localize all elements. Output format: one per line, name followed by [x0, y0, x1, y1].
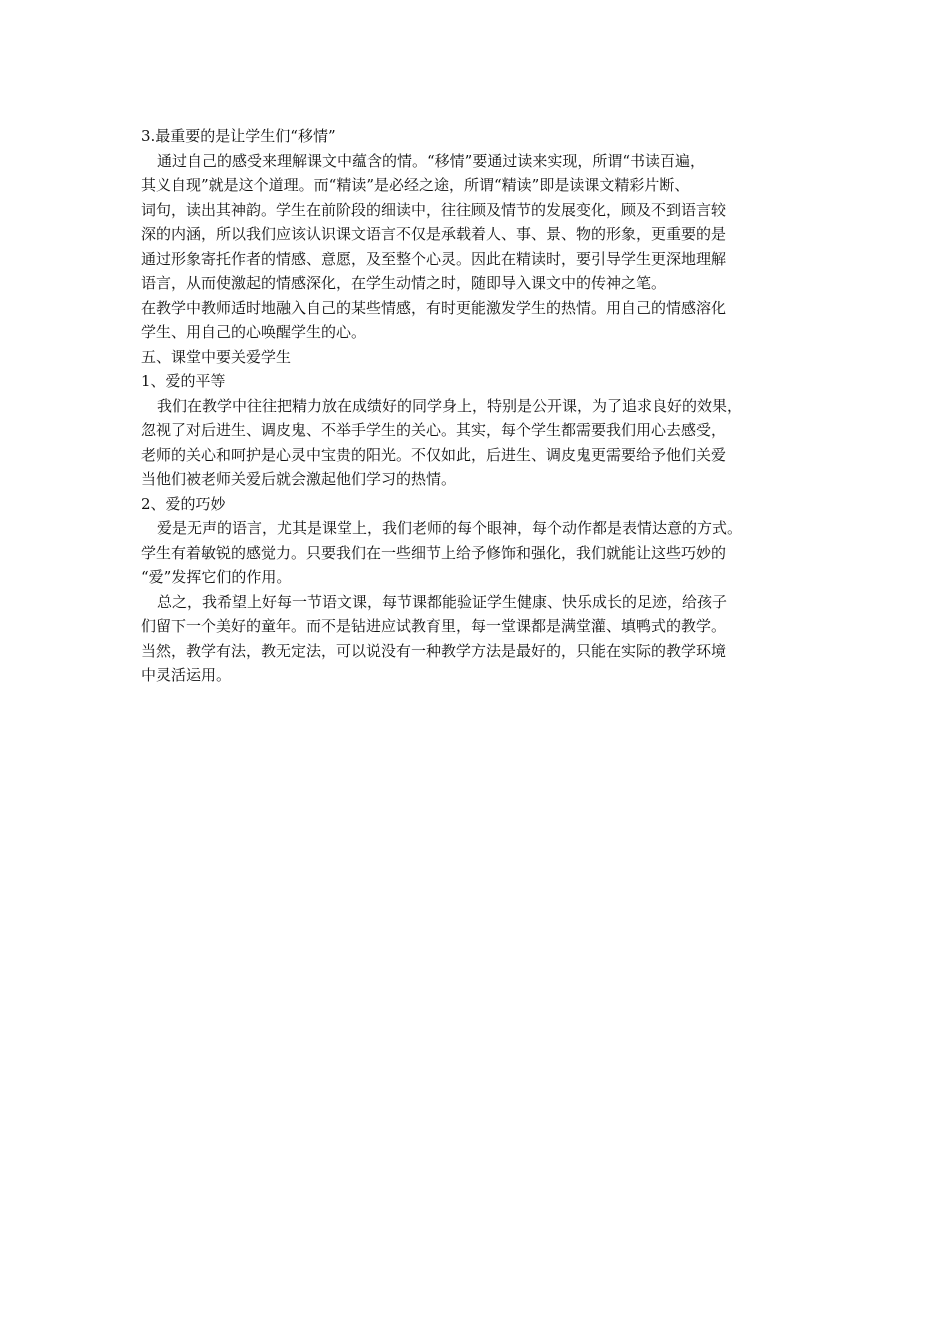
text-line: 词句，读出其神韵。学生在前阶段的细读中，往往顾及情节的发展变化，顾及不到语言较 [141, 200, 727, 219]
text-line: 当然，教学有法，教无定法，可以说没有一种教学方法是最好的，只能在实际的教学环境 [141, 641, 727, 660]
text-line: 学生有着敏锐的感觉力。只要我们在一些细节上给予修饰和强化，我们就能让这些巧妙的 [141, 543, 727, 562]
text-line: 通过自己的感受来理解课文中蕴含的情。“移情”要通过读来实现，所谓“书读百遍， [157, 151, 706, 170]
text-line: 中灵活运用。 [141, 666, 232, 684]
text-line: 当他们被老师关爱后就会激起他们学习的热情。 [141, 470, 457, 488]
text-line: 语言，从而使激起的情感深化，在学生动情之时，随即导入课文中的传神之笔。 [141, 274, 667, 292]
text-line: “爱”发挥它们的作用。 [141, 568, 292, 586]
text-line: 其义自现”就是这个道理。而“精读”是必经之途，所谓“精读”即是读课文精彩片断、 [141, 176, 690, 194]
text-line: 们留下一个美好的童年。而不是钻进应试教育里，每一堂课都是满堂灌、填鸭式的教学。 [141, 617, 727, 635]
document-body [141, 124, 841, 688]
text-line: 学生、用自己的心唤醒学生的心。 [141, 323, 367, 341]
text-line: 忽视了对后进生、调皮鬼、不举手学生的关心。其实，每个学生都需要我们用心去感受， [141, 421, 727, 439]
text-line: 深的内涵，所以我们应该认识课文语言不仅是承载着人、事、景、物的形象，更重要的是 [141, 225, 727, 243]
text-line: 3.最重要的是让学生们“移情” [141, 127, 336, 145]
text-line: 通过形象寄托作者的情感、意愿，及至整个心灵。因此在精读时，要引导学生更深地理解 [141, 249, 727, 268]
text-line: 爱是无声的语言，尤其是课堂上，我们老师的每个眼神，每个动作都是表情达意的方式。 [157, 519, 743, 537]
text-line: 我们在教学中往往把精力放在成绩好的同学身上，特别是公开课，为了追求良好的效果， [157, 396, 743, 415]
text-line: 老师的关心和呵护是心灵中宝贵的阳光。不仅如此，后进生、调皮鬼更需要给予他们关爱 [141, 445, 727, 464]
text-line: 五、课堂中要关爱学生 [141, 347, 292, 366]
text-line: 在教学中教师适时地融入自己的某些情感，有时更能激发学生的热情。用自己的情感溶化 [141, 298, 727, 317]
text-line: 2、爱的巧妙 [141, 494, 226, 513]
text-line: 总之，我希望上好每一节语文课，每节课都能验证学生健康、快乐成长的足迹，给孩子 [157, 592, 728, 611]
text-line: 1、爱的平等 [141, 372, 226, 390]
